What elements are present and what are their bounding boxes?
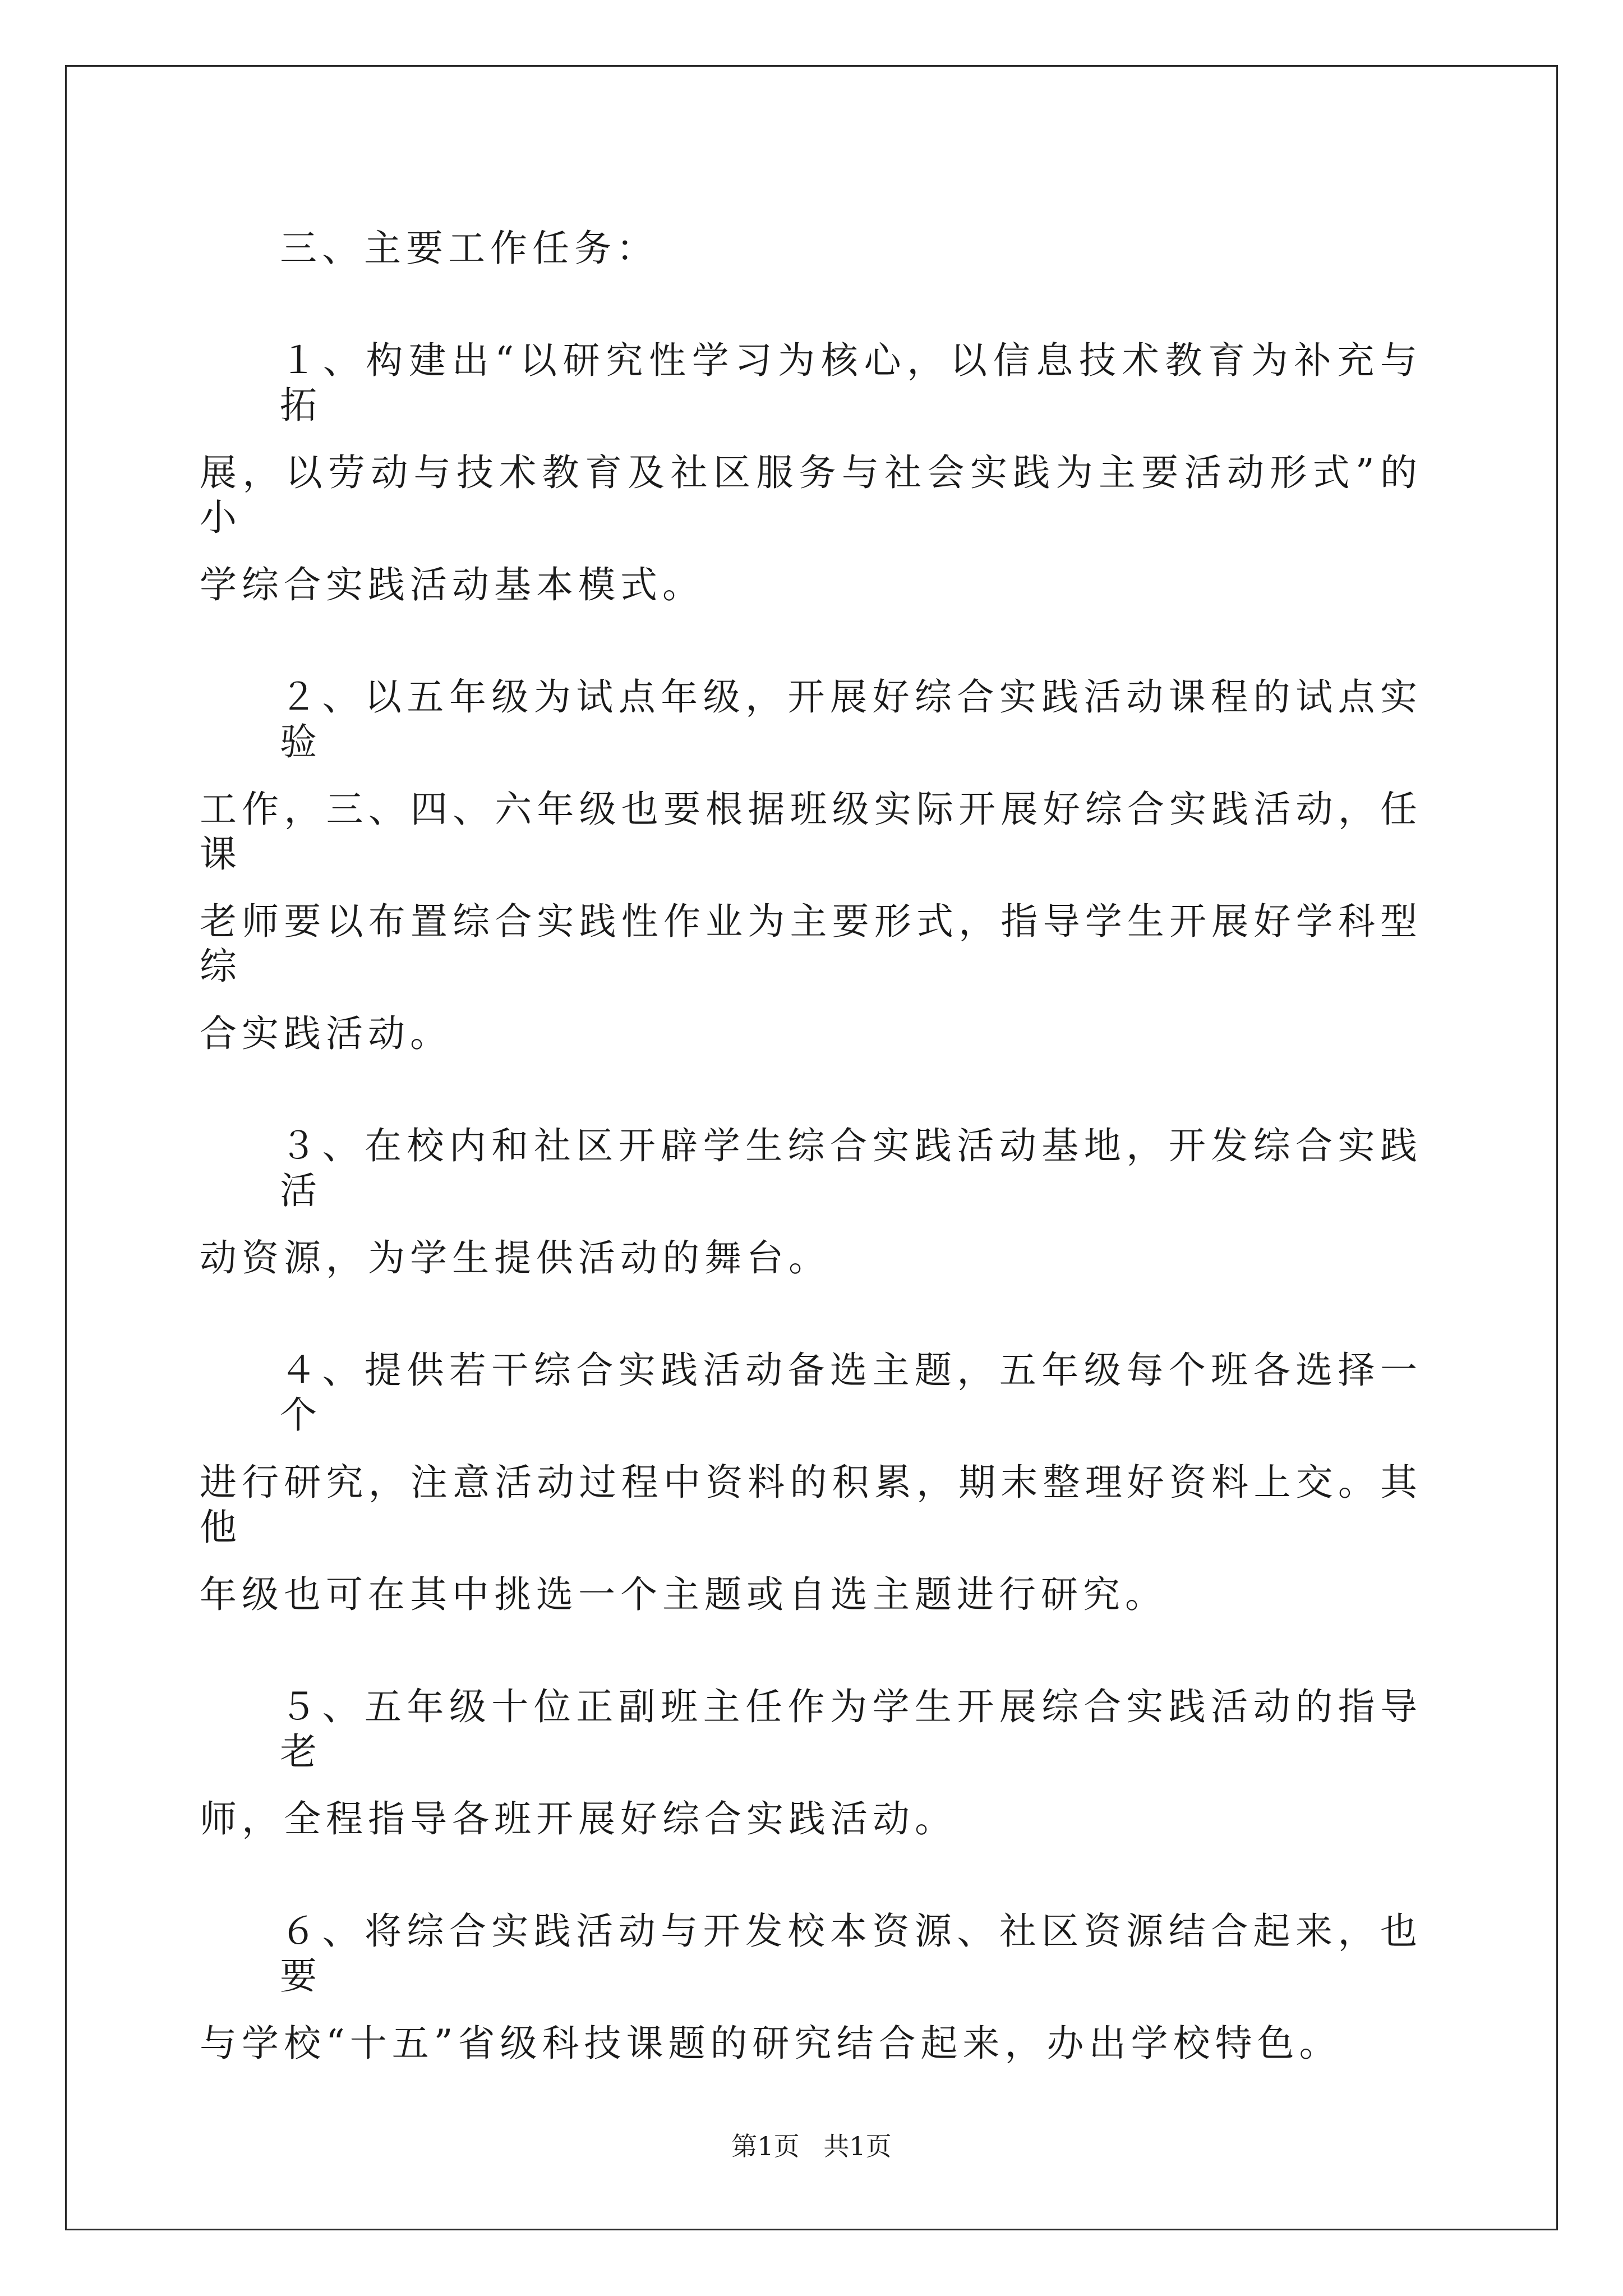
paragraph-2-line-2: 工作，三、四、六年级也要根据班级实际开展好综合实践活动，任课 xyxy=(200,788,1422,876)
paragraph-2-line-1: ２、以五年级为试点年级，开展好综合实践活动课程的试点实验 xyxy=(280,675,1422,763)
paragraph-4-line-1: ４、提供若干综合实践活动备选主题，五年级每个班各选择一个 xyxy=(280,1349,1422,1437)
page-number-total: 共1页 xyxy=(823,2131,892,2161)
page-number-current: 第1页 xyxy=(731,2131,800,2161)
paragraph-1-line-1: １、构建出“以研究性学习为核心，以信息技术教育为补充与拓 xyxy=(280,339,1422,427)
page-footer xyxy=(0,2131,1623,2162)
paragraph-3-line-2: 动资源，为学生提供活动的舞台。 xyxy=(200,1236,831,1280)
paragraph-4-line-2: 进行研究，注意活动过程中资料的积累，期末整理好资料上交。其他 xyxy=(200,1461,1422,1549)
paragraph-4-line-3: 年级也可在其中挑选一个主题或自选主题进行研究。 xyxy=(200,1573,1167,1616)
paragraph-5-line-1: ５、五年级十位正副班主任作为学生开展综合实践活动的指导老 xyxy=(280,1685,1422,1773)
paragraph-3-line-1: ３、在校内和社区开辟学生综合实践活动基地，开发综合实践活 xyxy=(280,1124,1422,1212)
paragraph-6-line-2: 与学校“十五”省级科技课题的研究结合起来，办出学校特色。 xyxy=(200,2022,1341,2065)
section-heading: 三、主要工作任务： xyxy=(280,227,658,270)
paragraph-1-line-3: 学综合实践活动基本模式。 xyxy=(200,563,704,606)
paragraph-2-line-3: 老师要以布置综合实践性作业为主要形式，指导学生开展好学科型综 xyxy=(200,900,1422,988)
paragraph-6-line-1: ６、将综合实践活动与开发校本资源、社区资源结合起来，也要 xyxy=(280,1910,1422,1998)
paragraph-1-line-2: 展，以劳动与技术教育及社区服务与社会实践为主要活动形式”的小 xyxy=(200,451,1422,539)
paragraph-2-line-4: 合实践活动。 xyxy=(200,1012,452,1055)
paragraph-5-line-2: 师，全程指导各班开展好综合实践活动。 xyxy=(200,1797,957,1841)
